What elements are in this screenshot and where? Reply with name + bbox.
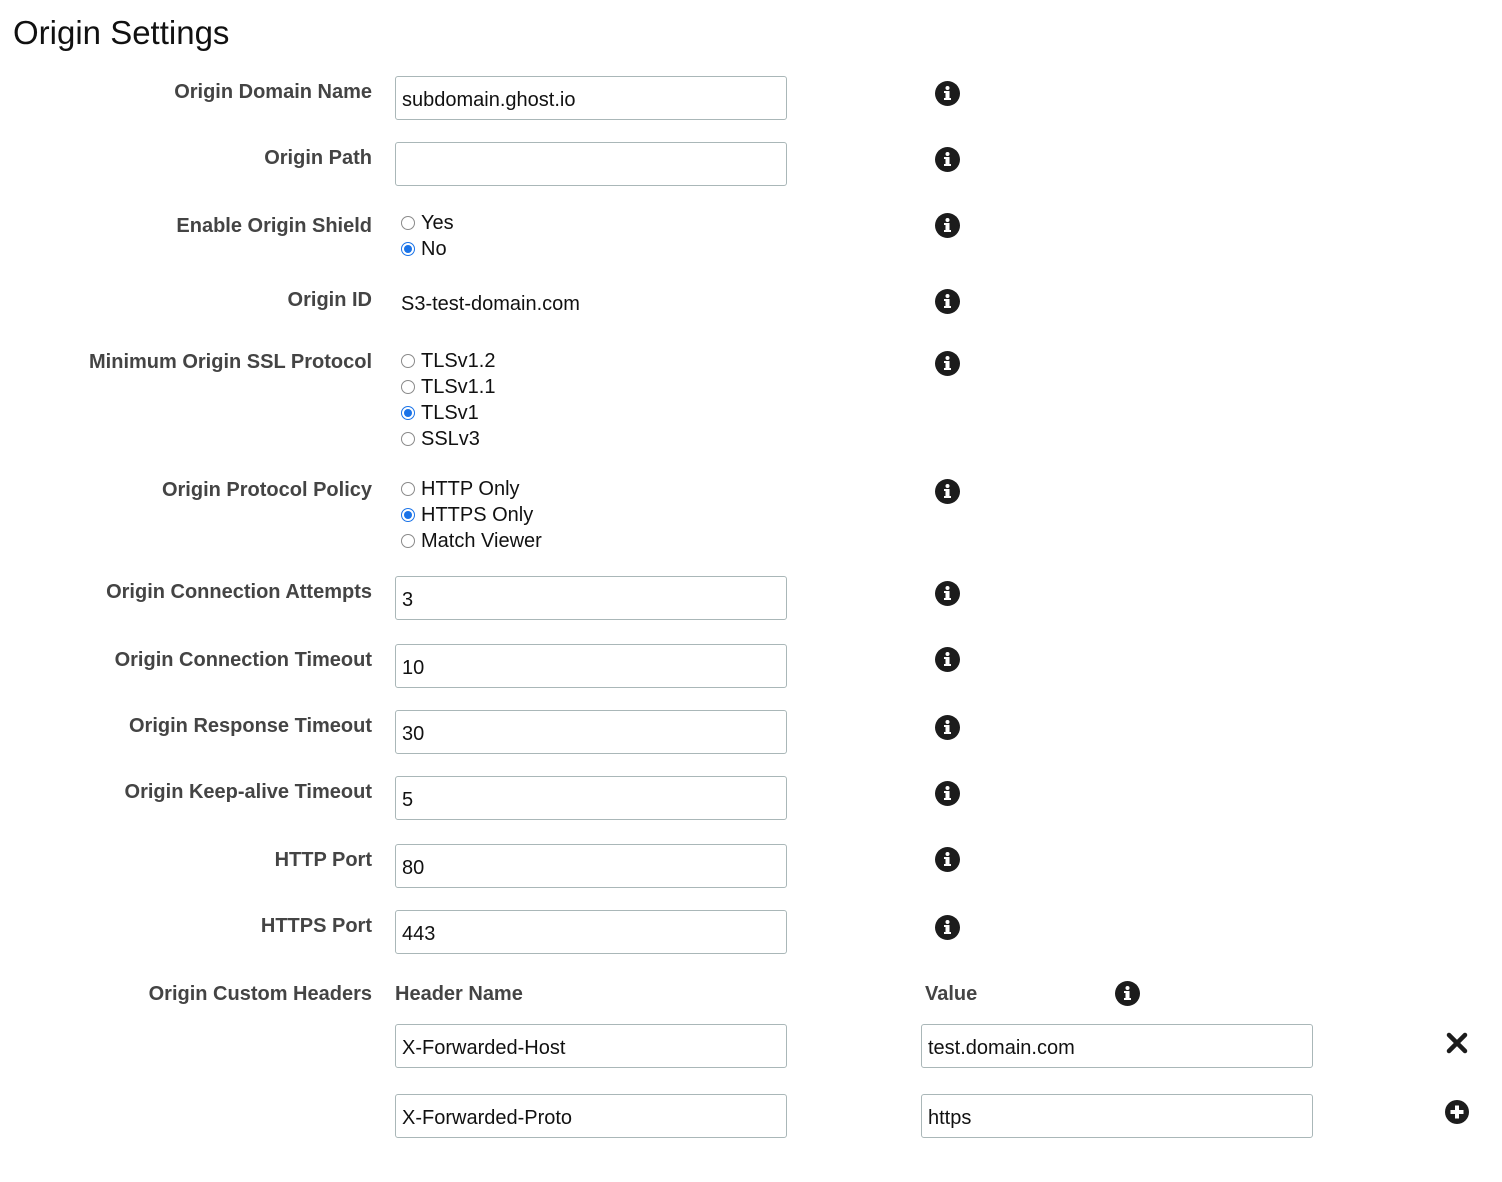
page-title: Origin Settings	[13, 14, 230, 51]
http-port-input[interactable]	[395, 844, 787, 888]
info-icon[interactable]	[935, 351, 960, 376]
origin-protocol-policy-label: Origin Protocol Policy	[161, 479, 372, 501]
radio-label: SSLv3	[421, 427, 480, 450]
connection-timeout-input[interactable]	[395, 644, 787, 688]
info-icon[interactable]	[935, 781, 960, 806]
radio-button[interactable]	[401, 380, 415, 394]
policy-option-http-only[interactable]	[401, 476, 542, 502]
min-ssl-protocol-label: Minimum Origin SSL Protocol	[89, 351, 372, 373]
header-value-input[interactable]	[921, 1094, 1313, 1138]
header-name-input[interactable]	[395, 1094, 787, 1138]
header-value-input[interactable]	[921, 1024, 1313, 1068]
keepalive-timeout-label: Origin Keep-alive Timeout	[124, 781, 372, 803]
radio-button[interactable]	[401, 216, 415, 230]
origin-domain-name-label: Origin Domain Name	[174, 81, 372, 103]
info-icon[interactable]	[935, 847, 960, 872]
protocol-policy-radio-group	[401, 476, 542, 554]
origin-path-label: Origin Path	[264, 147, 372, 169]
origin-shield-option-yes[interactable]	[401, 210, 454, 236]
header-name-column-heading: Header Name	[395, 983, 523, 1005]
plus-circle-icon[interactable]	[1444, 1099, 1470, 1125]
ssl-option-tlsv1[interactable]	[401, 400, 495, 426]
info-icon[interactable]	[935, 479, 960, 504]
radio-button[interactable]	[401, 432, 415, 446]
origin-domain-name-input[interactable]	[395, 76, 787, 120]
close-icon[interactable]	[1444, 1030, 1470, 1056]
radio-label: HTTPS Only	[421, 503, 534, 526]
ssl-protocol-radio-group	[401, 348, 495, 452]
value-column-heading: Value	[925, 983, 978, 1005]
radio-label: No	[421, 237, 447, 260]
origin-id-label: Origin ID	[287, 289, 372, 311]
radio-button-selected[interactable]	[401, 406, 415, 420]
origin-shield-radio-group	[401, 210, 454, 262]
policy-option-https-only[interactable]	[401, 502, 542, 528]
info-icon[interactable]	[935, 715, 960, 740]
custom-headers-label: Origin Custom Headers	[148, 983, 372, 1005]
info-icon[interactable]	[935, 289, 960, 314]
info-icon[interactable]	[935, 915, 960, 940]
ssl-option-sslv3[interactable]	[401, 426, 495, 452]
radio-label: HTTP Only	[421, 477, 520, 500]
info-icon[interactable]	[935, 647, 960, 672]
info-icon[interactable]	[935, 213, 960, 238]
enable-origin-shield-label: Enable Origin Shield	[176, 215, 372, 237]
https-port-label: HTTPS Port	[260, 915, 372, 937]
info-icon[interactable]	[935, 147, 960, 172]
radio-label: Match Viewer	[421, 529, 542, 552]
radio-label: Yes	[421, 211, 454, 234]
http-port-label: HTTP Port	[274, 849, 372, 871]
origin-id-value: S3-test-domain.com	[401, 293, 580, 315]
connection-attempts-label: Origin Connection Attempts	[106, 581, 372, 603]
radio-label: TLSv1	[421, 401, 479, 424]
radio-label: TLSv1.2	[421, 349, 496, 372]
origin-path-input[interactable]	[395, 142, 787, 186]
origin-shield-option-no[interactable]	[401, 236, 454, 262]
info-icon[interactable]	[1115, 981, 1140, 1006]
policy-option-match-viewer[interactable]	[401, 528, 542, 554]
https-port-input[interactable]	[395, 910, 787, 954]
radio-button[interactable]	[401, 534, 415, 548]
info-icon[interactable]	[935, 81, 960, 106]
header-name-input[interactable]	[395, 1024, 787, 1068]
info-icon[interactable]	[935, 581, 960, 606]
connection-timeout-label: Origin Connection Timeout	[114, 649, 372, 671]
radio-button-selected[interactable]	[401, 508, 415, 522]
response-timeout-label: Origin Response Timeout	[129, 715, 372, 737]
radio-button-selected[interactable]	[401, 242, 415, 256]
radio-button[interactable]	[401, 354, 415, 368]
connection-attempts-input[interactable]	[395, 576, 787, 620]
radio-label: TLSv1.1	[421, 375, 496, 398]
keepalive-timeout-input[interactable]	[395, 776, 787, 820]
radio-button[interactable]	[401, 482, 415, 496]
ssl-option-tlsv1-1[interactable]	[401, 374, 495, 400]
response-timeout-input[interactable]	[395, 710, 787, 754]
ssl-option-tlsv1-2[interactable]	[401, 348, 495, 374]
